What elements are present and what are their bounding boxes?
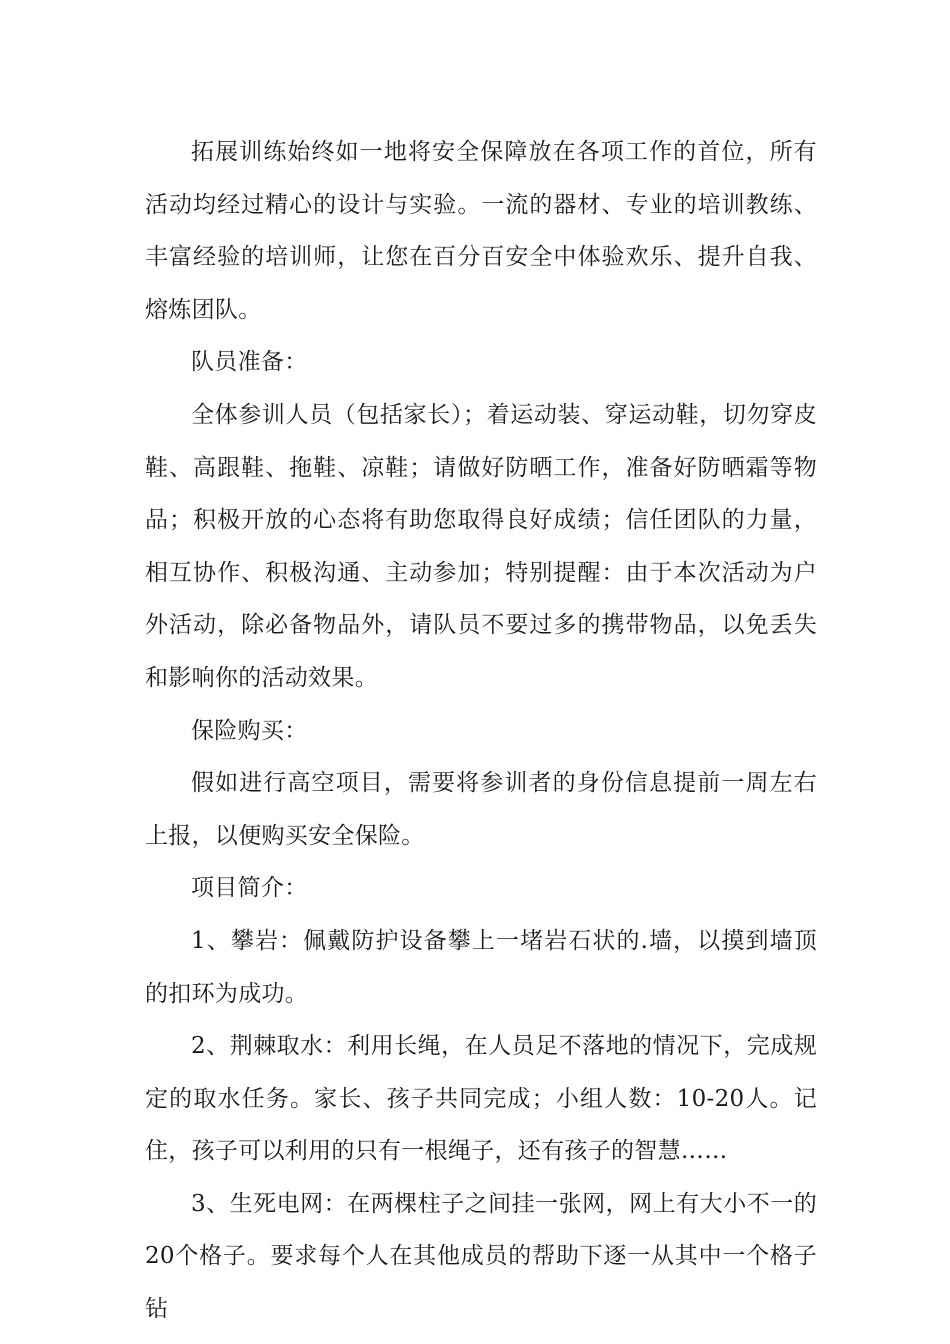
- paragraph-member-preparation: 全体参训人员（包括家长）；着运动装、穿运动鞋，切勿穿皮鞋、高跟鞋、拖鞋、凉鞋；请做好防晒工作，准备好防晒霜等物品；积极开放的心态将有助您取得良好成绩；信任团队的力量，相互协作、积极沟通、主动参加；特别提醒：由于本次活动为户外活动，除必备物品外，请队员不要过多的携带物品，以免丢失和影响你的活动效果。: [145, 401, 817, 691]
- paragraph-insurance: 假如进行高空项目，需要将参训者的身份信息提前一周左右上报，以便购买安全保险。: [145, 770, 817, 849]
- paragraph-project-2: 2、荆棘取水：利用长绳，在人员足不落地的情况下，完成规定的取水任务。家长、孩子共同完成；小组人数：10-20人。记住，孩子可以利用的只有一根绳子，还有孩子的智慧……: [145, 1033, 817, 1165]
- document-body: [145, 126, 817, 1336]
- heading-member-preparation: 队员准备：: [191, 349, 308, 376]
- heading-project-intro: 项目简介：: [191, 875, 308, 902]
- paragraph-project-3: 3、生死电网：在两棵柱子之间挂一张网，网上有大小不一的20个格子。要求每个人在其他成员的帮助下逐一从其中一个格子钻: [145, 1190, 817, 1323]
- heading-insurance: 保险购买：: [191, 717, 308, 744]
- paragraph-project-1: 1、攀岩：佩戴防护设备攀上一堵岩石状的.墙，以摸到墙顶的扣环为成功。: [145, 927, 817, 1007]
- paragraph-safety-intro: 拓展训练始终如一地将安全保障放在各项工作的首位，所有活动均经过精心的设计与实验。一流的器材、专业的培训教练、丰富经验的培训师，让您在百分百安全中体验欢乐、提升自我、熔炼团队。: [145, 139, 817, 323]
